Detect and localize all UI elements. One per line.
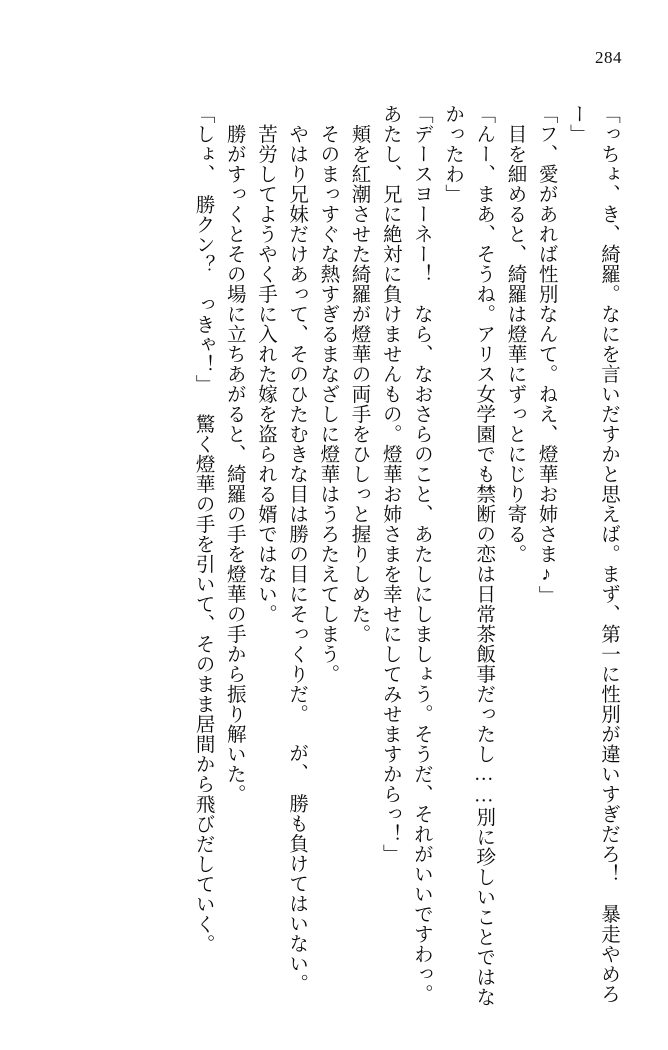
paragraph: 「んー、まあ、そうね。アリス女学園でも禁断の恋は日常茶飯事だったし……別に珍しいことではなかったわ」 bbox=[442, 104, 495, 1007]
paragraph: 「フ、愛があれば性別なんて。ねえ、燈華お姉さま♪」 bbox=[535, 104, 557, 606]
paragraph: 苦労してようやく手に入れた嫁を盗られる婿ではない。 bbox=[254, 123, 276, 624]
paragraph: そのまっすぐな熱すぎるまなざしに燈華はうろたえてしまう。 bbox=[317, 123, 339, 684]
paragraph: 「しょ、 勝クン？ っきゃ！」 bbox=[192, 104, 214, 395]
paragraph: 頬を紅潮させた綺羅が燈華の両手をひしっと握りしめた。 bbox=[348, 123, 370, 644]
paragraph: が、 勝も負けてはいない。 bbox=[286, 743, 308, 994]
paragraph: 目を細めると、綺羅は燈華にずっとにじり寄る。 bbox=[504, 123, 526, 564]
paragraph: 驚く燈華の手を引いて、そのまま居間から飛びだしていく。 bbox=[192, 413, 214, 954]
paragraph: 勝がすっくとその場に立ちあがると、綺羅の手を燈華の手から振り解いた。 bbox=[223, 123, 245, 804]
page-number: 284 bbox=[595, 48, 622, 67]
page-body-text bbox=[38, 104, 624, 1012]
paragraph: 「っちょ、き、綺羅。なにを言いだすかと思えば。まず、第一に性別が違いすぎだろ！ 暴走やめろー」 bbox=[566, 104, 619, 1004]
paragraph: 「デースヨーネー！ なら、なおさらのこと、あたしにしましょう。そうだ、それがいいですわっ。あたし、兄に絶対に負けませんもの。燈華お姉さまを幸せにしてみせますからっ！」 bbox=[379, 104, 432, 1004]
paragraph: やはり兄妹だけあって、そのひたむきな目は勝の目にそっくりだ。 bbox=[286, 123, 308, 724]
